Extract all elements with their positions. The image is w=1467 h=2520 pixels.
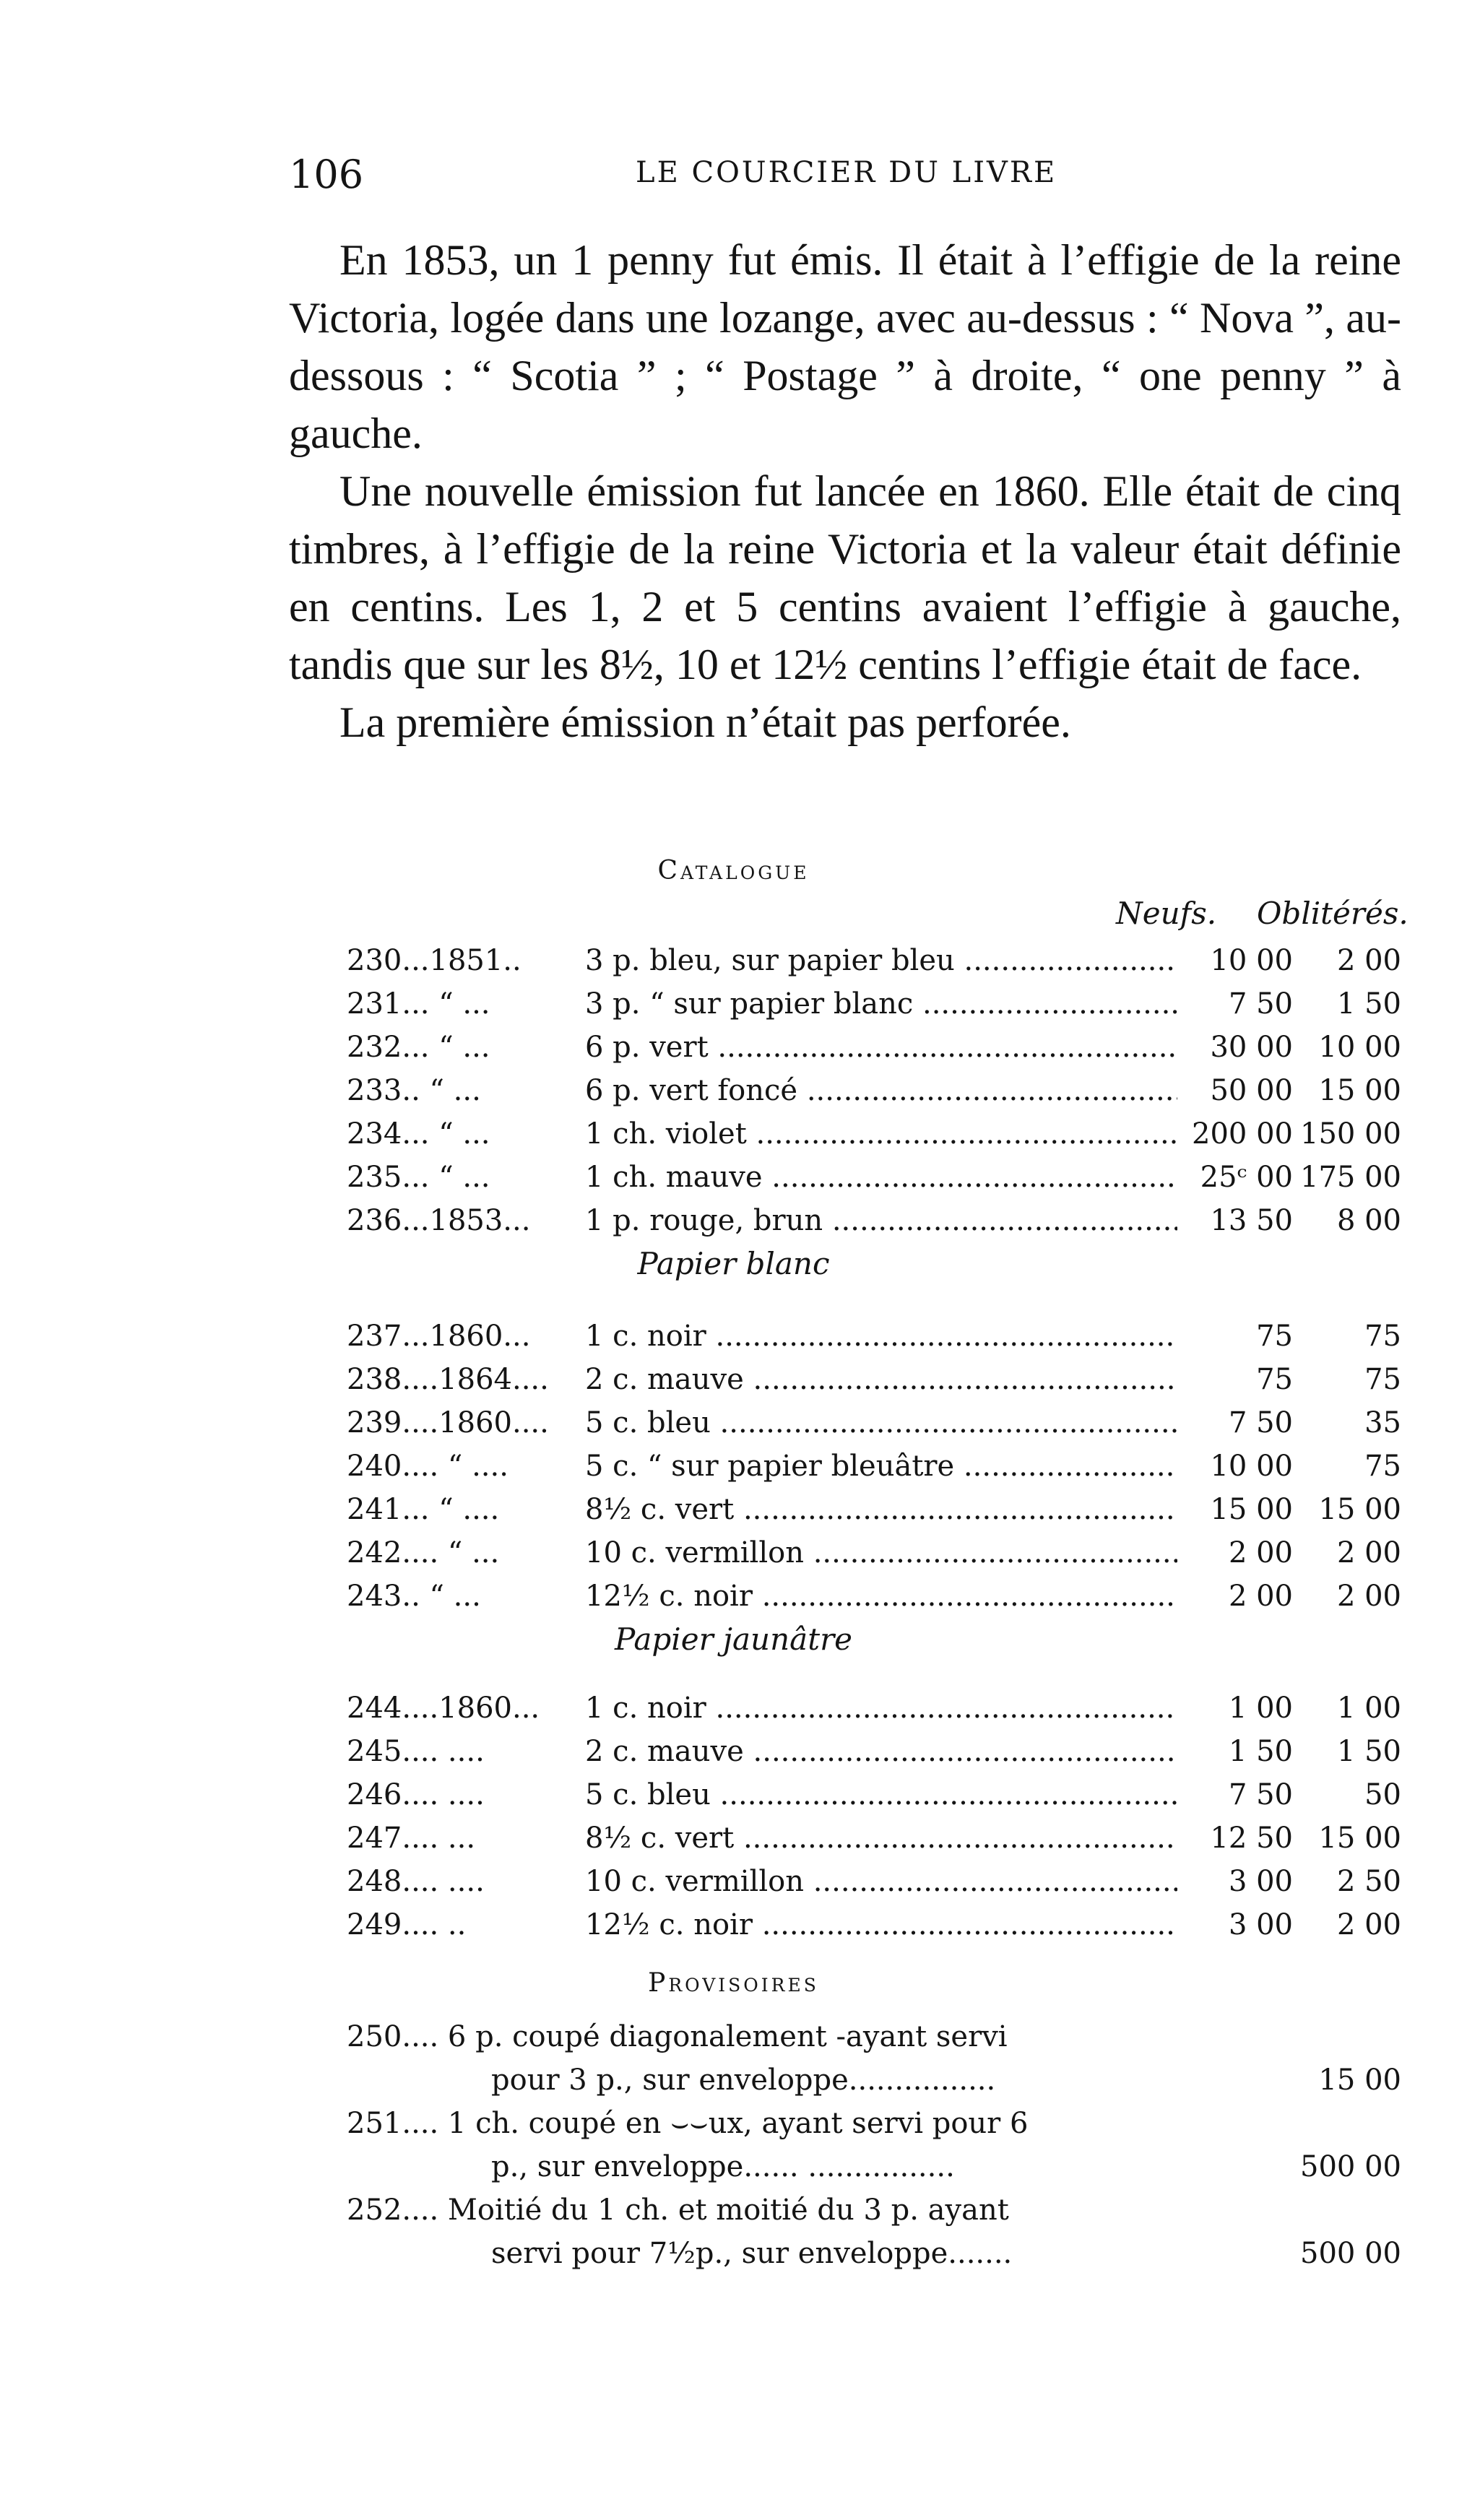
catalogue-row [347, 939, 1401, 982]
price-used: 2 50 [1336, 1865, 1401, 1898]
provisoires-list [347, 2015, 1401, 2275]
price-used: 10 00 [1318, 1031, 1401, 1064]
catalogue-number: 242.... “ ... [347, 1536, 500, 1569]
page-header [289, 152, 1395, 195]
price-new: 1 50 [1228, 1735, 1293, 1768]
price-used: 2 00 [1336, 1908, 1401, 1941]
stamp-description: 2 c. mauve ..... [585, 1358, 1177, 1401]
provisoire-line-continued [347, 2058, 1401, 2102]
catalogue-row [347, 1860, 1401, 1903]
price-new: 3 00 [1228, 1865, 1293, 1898]
paragraph: La première émission n’était pas perforée. [339, 698, 1071, 746]
price-new: 12 50 [1210, 1822, 1293, 1855]
stamp-description: 10 c. vermillon ..... [585, 1531, 1177, 1575]
catalogue-number: 238....1864.... [347, 1363, 549, 1396]
price-new: 10 00 [1210, 944, 1293, 977]
catalogue-row [347, 1687, 1401, 1730]
catalogue-row [347, 1575, 1401, 1618]
price-new: 7 50 [1228, 1778, 1293, 1811]
price-new: 10 00 [1210, 1450, 1293, 1483]
price-new: 13 50 [1210, 1204, 1293, 1237]
provisoire-line-continued [347, 2232, 1401, 2275]
catalogue-number: 232... “ ... [347, 1031, 490, 1064]
provisoire-price: 15 00 [1318, 2064, 1401, 2097]
section-title-papier-blanc: Papier blanc [637, 1246, 830, 1281]
catalogue-number: 241... “ .... [347, 1493, 500, 1526]
catalogue-number: 244....1860... [347, 1692, 540, 1725]
catalogue-row [347, 1156, 1401, 1199]
catalogue-row [347, 1026, 1401, 1069]
catalogue-number: 248.... .... [347, 1865, 485, 1898]
price-used: 1 50 [1336, 987, 1401, 1021]
catalogue-number: 246.... .... [347, 1778, 485, 1811]
catalogue-number: 236...1853... [347, 1204, 531, 1237]
provisoire-text: servi pour 7½p., sur enveloppe....... [491, 2237, 1013, 2270]
catalogue-row [347, 1112, 1401, 1156]
stamp-description: 8½ c. vert ..... [585, 1817, 1177, 1860]
catalogue-number: 234... “ ... [347, 1117, 490, 1151]
price-new: 200 00 [1192, 1117, 1293, 1151]
stamp-description: 5 c. bleu ..... [585, 1401, 1177, 1445]
stamp-description: 8½ c. vert ..... [585, 1488, 1177, 1531]
price-used: 150 00 [1300, 1117, 1401, 1151]
price-used: 75 [1364, 1363, 1401, 1396]
price-used: 35 [1364, 1406, 1401, 1439]
stamp-description: 5 c. bleu ..... [585, 1773, 1177, 1817]
price-used: 15 00 [1318, 1074, 1401, 1107]
price-new: 7 50 [1228, 1406, 1293, 1439]
price-used: 15 00 [1318, 1493, 1401, 1526]
paragraph: En 1853, un 1 penny fut émis. Il était à l’effigie de la reine Victoria, logée dans une lozange, avec au-dessus : “ Nova ”, au-dessous : “ Scotia ” ; “ Postage ” à droite, “ one penny ” à gauche. [289, 236, 1401, 457]
catalogue-number: 243.. “ ... [347, 1580, 481, 1613]
price-used: 50 [1364, 1778, 1401, 1811]
catalogue-row [347, 1358, 1401, 1401]
price-used: 1 00 [1336, 1692, 1401, 1725]
catalogue-row [347, 1199, 1401, 1242]
stamp-description: 6 p. vert ..... [585, 1026, 1177, 1069]
catalogue-group-1 [347, 939, 1401, 1242]
provisoire-line-continued [347, 2145, 1401, 2188]
stamp-description: 3 p. bleu, sur papier bleu ..... [585, 939, 1177, 982]
stamp-description: 5 c. “ sur papier bleuâtre ..... [585, 1445, 1177, 1488]
price-new: 3 00 [1228, 1908, 1293, 1941]
catalogue-row [347, 1730, 1401, 1773]
provisoire-text: pour 3 p., sur enveloppe................ [491, 2064, 996, 2097]
paragraph: Une nouvelle émission fut lancée en 1860. Elle était de cinq timbres, à l’effigie de la reine Victoria et la valeur était définie en centins. Les 1, 2 et 5 centins avaient l’effigie à gauche, tandis que sur les 8½, 10 et 12½ centins l’effigie était de face. [289, 467, 1401, 688]
price-used: 1 50 [1336, 1735, 1401, 1768]
catalogue-number: 237...1860... [347, 1320, 531, 1353]
price-new: 25ᶜ 00 [1200, 1161, 1293, 1194]
stamp-description: 1 c. noir ..... [585, 1687, 1177, 1730]
catalogue-number: 240.... “ .... [347, 1450, 509, 1483]
price-used: 2 00 [1336, 1580, 1401, 1613]
catalogue-number: 235... “ ... [347, 1161, 490, 1194]
provisoire-text: p., sur enveloppe...... ................ [491, 2150, 955, 2183]
catalogue-number: 239....1860.... [347, 1406, 549, 1439]
catalogue-row [347, 1773, 1401, 1817]
stamp-description: 1 ch. violet ..... [585, 1112, 1177, 1156]
column-header-new: Neufs. [1116, 896, 1217, 931]
provisoire-price: 500 00 [1300, 2237, 1401, 2270]
price-new: 15 00 [1210, 1493, 1293, 1526]
price-used: 175 00 [1300, 1161, 1401, 1194]
catalogue-group-2 [347, 1315, 1401, 1618]
price-used: 8 00 [1336, 1204, 1401, 1237]
running-title: LE COURCIER DU LIVRE [636, 156, 1057, 189]
stamp-description: 12½ c. noir ..... [585, 1903, 1177, 1947]
stamp-description: 12½ c. noir ..... [585, 1575, 1177, 1618]
stamp-description: 6 p. vert foncé ..... [585, 1069, 1177, 1112]
provisoire-line: 250.... 6 p. coupé diagonalement -ayant servi [347, 2020, 1008, 2053]
provisoire-line: 251.... 1 ch. coupé en ⌣⌣ux, ayant servi pour 6 [347, 2107, 1029, 2140]
catalogue-number: 247.... ... [347, 1822, 476, 1855]
stamp-description: 10 c. vermillon ..... [585, 1860, 1177, 1903]
catalogue-number: 231... “ ... [347, 987, 490, 1021]
price-new: 1 00 [1228, 1692, 1293, 1725]
catalogue-number: 233.. “ ... [347, 1074, 481, 1107]
price-new: 7 50 [1228, 987, 1293, 1021]
catalogue-row [347, 1401, 1401, 1445]
stamp-description: 1 ch. mauve ..... [585, 1156, 1177, 1199]
price-new: 50 00 [1210, 1074, 1293, 1107]
catalogue-number: 245.... .... [347, 1735, 485, 1768]
catalogue-row [347, 1488, 1401, 1531]
price-used: 75 [1364, 1320, 1401, 1353]
price-new: 2 00 [1228, 1580, 1293, 1613]
section-title-provisoires: Provisoires [648, 1968, 819, 1998]
price-used: 75 [1364, 1450, 1401, 1483]
price-new: 75 [1256, 1363, 1293, 1396]
page-number: 106 [289, 152, 364, 197]
catalogue-row [347, 982, 1401, 1026]
provisoire-line: 252.... Moitié du 1 ch. et moitié du 3 p. ayant [347, 2194, 1009, 2227]
catalogue-row [347, 1315, 1401, 1358]
stamp-description: 3 p. “ sur papier blanc ..... [585, 982, 1177, 1026]
section-title-papier-jaunatre: Papier jaunâtre [614, 1621, 853, 1657]
catalogue-title: Catalogue [657, 856, 810, 886]
catalogue-number: 230...1851.. [347, 944, 522, 977]
price-used: 15 00 [1318, 1822, 1401, 1855]
column-header-used: Oblitérés. [1257, 896, 1408, 931]
stamp-description: 1 c. noir ..... [585, 1315, 1177, 1358]
price-new: 75 [1256, 1320, 1293, 1353]
stamp-description: 1 p. rouge, brun ..... [585, 1199, 1177, 1242]
provisoire-price: 500 00 [1300, 2150, 1401, 2183]
catalogue-number: 249.... .. [347, 1908, 467, 1941]
stamp-description: 2 c. mauve ..... [585, 1730, 1177, 1773]
price-used: 2 00 [1336, 1536, 1401, 1569]
catalogue-row [347, 1531, 1401, 1575]
catalogue-row [347, 1445, 1401, 1488]
body-text [289, 231, 1401, 751]
catalogue-group-3 [347, 1687, 1401, 1947]
catalogue-row [347, 1903, 1401, 1947]
catalogue-row [347, 1069, 1401, 1112]
catalogue-row [347, 1817, 1401, 1860]
price-new: 2 00 [1228, 1536, 1293, 1569]
price-used: 2 00 [1336, 944, 1401, 977]
price-new: 30 00 [1210, 1031, 1293, 1064]
